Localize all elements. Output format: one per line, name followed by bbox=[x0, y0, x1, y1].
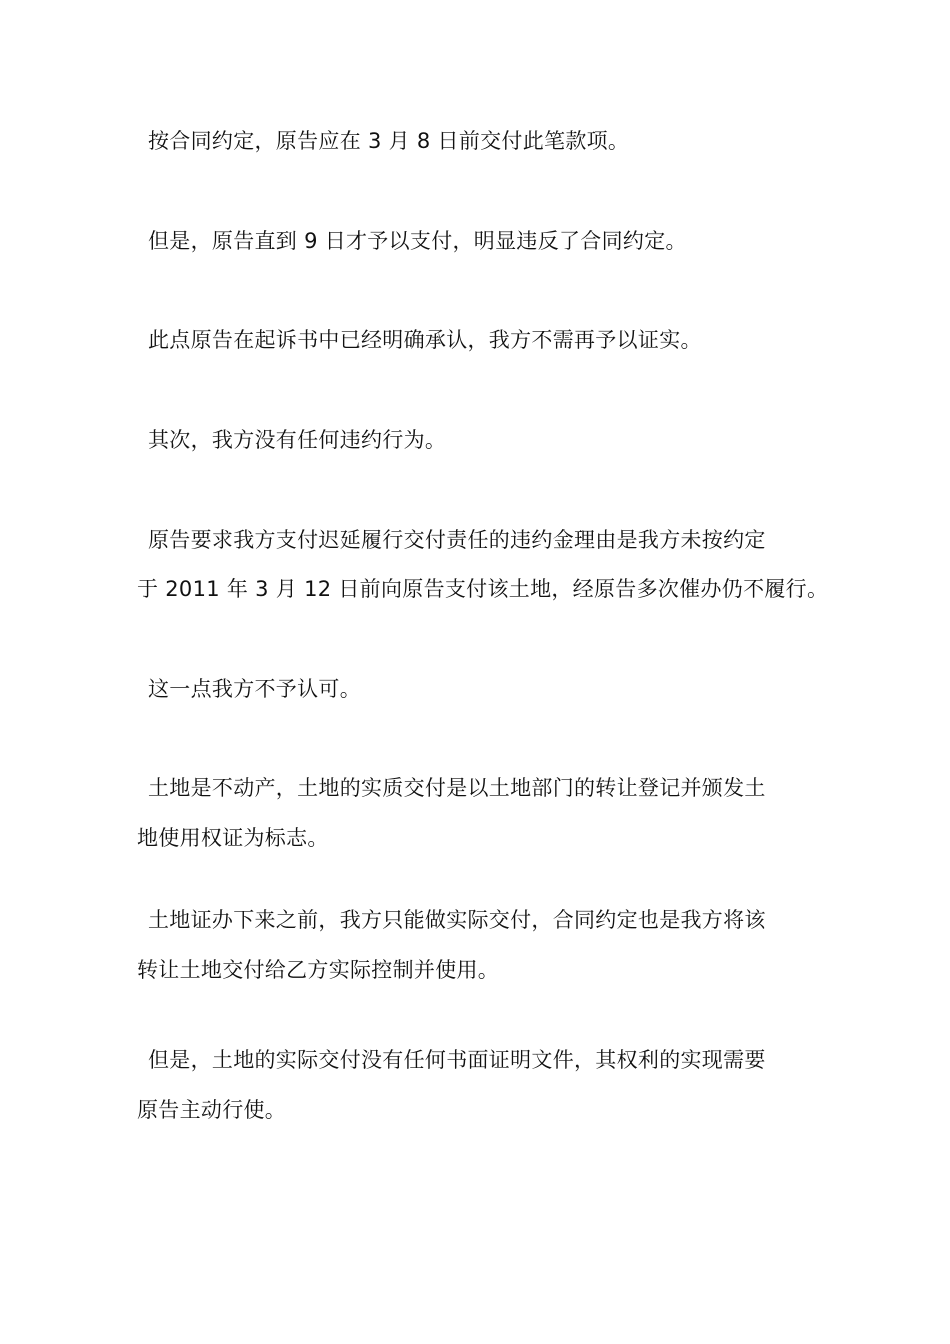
paragraph-5-line-1: 原告要求我方支付迟延履行交付责任的违约金理由是我方未按约定 bbox=[148, 528, 766, 552]
paragraph-9-line-1: 但是，土地的实际交付没有任何书面证明文件，其权利的实现需要 bbox=[148, 1048, 766, 1072]
paragraph-2-line-1: 但是，原告直到 9 日才予以支付，明显违反了合同约定。 bbox=[148, 229, 687, 253]
paragraph-7-line-1: 土地是不动产，土地的实质交付是以土地部门的转让登记并颁发土 bbox=[148, 776, 766, 800]
paragraph-5-line-2: 于 2011 年 3 月 12 日前向原告支付该土地，经原告多次催办仍不履行。 bbox=[137, 577, 829, 601]
paragraph-6-line-1: 这一点我方不予认可。 bbox=[148, 677, 361, 701]
paragraph-7-line-2: 地使用权证为标志。 bbox=[137, 826, 329, 850]
paragraph-8-line-1: 土地证办下来之前，我方只能做实际交付，合同约定也是我方将该 bbox=[148, 908, 766, 932]
paragraph-1-line-1: 按合同约定，原告应在 3 月 8 日前交付此笔款项。 bbox=[148, 129, 630, 153]
paragraph-9-line-2: 原告主动行使。 bbox=[137, 1098, 287, 1122]
paragraph-3-line-1: 此点原告在起诉书中已经明确承认，我方不需再予以证实。 bbox=[148, 328, 702, 352]
paragraph-4-line-1: 其次，我方没有任何违约行为。 bbox=[148, 428, 447, 452]
paragraph-8-line-2: 转让土地交付给乙方实际控制并使用。 bbox=[137, 958, 500, 982]
